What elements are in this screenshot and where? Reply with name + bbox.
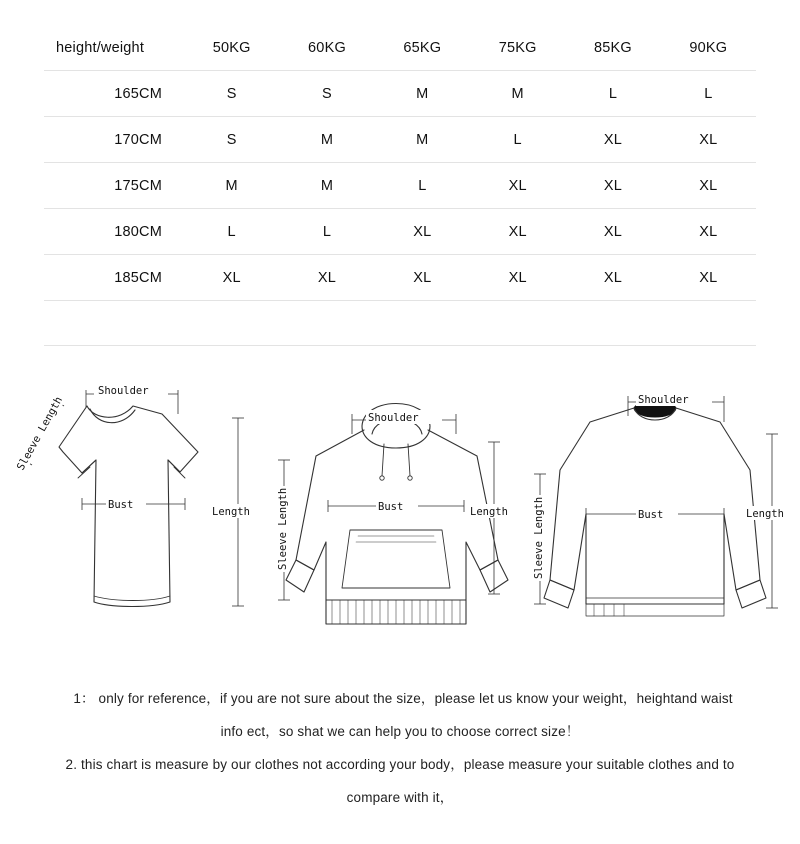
note-line-3: 2. this chart is measure by our clothes not according your body，please measure your suitable clothes and to	[65, 757, 735, 772]
cell-180-65: XL	[375, 209, 470, 255]
cell-180-90: XL	[661, 209, 756, 255]
size-chart-section	[0, 0, 800, 346]
cell-175-90: XL	[661, 163, 756, 209]
hoodie-drawing	[268, 364, 526, 664]
column-header-85kg: 85KG	[565, 26, 660, 71]
row-header-175cm: 175CM	[44, 163, 184, 209]
table-bottom-spacer	[44, 301, 756, 346]
cell-185-75: XL	[470, 255, 565, 301]
note-line-4: compare with it，	[346, 790, 454, 805]
cell-175-65: L	[375, 163, 470, 209]
label-shoulder: Shoulder	[638, 394, 689, 406]
cell-180-50: L	[184, 209, 279, 255]
diagram-tshirt	[2, 364, 264, 669]
label-shoulder: Shoulder	[368, 412, 419, 424]
row-header-170cm: 170CM	[44, 117, 184, 163]
cell-170-85: XL	[565, 117, 660, 163]
cell-185-90: XL	[661, 255, 756, 301]
size-chart-body	[44, 71, 756, 301]
table-row	[44, 163, 756, 209]
cell-165-50: S	[184, 71, 279, 117]
column-header-75kg: 75KG	[470, 26, 565, 71]
table-row	[44, 71, 756, 117]
measurement-diagrams	[0, 364, 800, 664]
label-sleeve-length: Sleeve Length	[277, 487, 289, 570]
cell-180-60: L	[279, 209, 374, 255]
label-sleeve-length: Sleeve Length	[14, 394, 66, 473]
table-row	[44, 117, 756, 163]
column-header-height-weight: height/weight	[44, 26, 184, 71]
cell-165-60: S	[279, 71, 374, 117]
column-header-50kg: 50KG	[184, 26, 279, 71]
long-sleeve-drawing	[524, 364, 796, 664]
cell-165-75: M	[470, 71, 565, 117]
cell-180-85: XL	[565, 209, 660, 255]
cell-175-85: XL	[565, 163, 660, 209]
label-length: Length	[746, 508, 784, 520]
label-length: Length	[212, 506, 250, 518]
row-header-185cm: 185CM	[44, 255, 184, 301]
column-header-65kg: 65KG	[375, 26, 470, 71]
label-length: Length	[470, 506, 508, 518]
cell-170-50: S	[184, 117, 279, 163]
cell-165-65: M	[375, 71, 470, 117]
cell-185-85: XL	[565, 255, 660, 301]
label-bust: Bust	[108, 499, 134, 511]
label-bust: Bust	[638, 509, 664, 521]
cell-165-90: L	[661, 71, 756, 117]
cell-170-65: M	[375, 117, 470, 163]
table-row	[44, 255, 756, 301]
cell-185-50: XL	[184, 255, 279, 301]
table-header-row	[44, 26, 756, 71]
diagram-hoodie	[268, 364, 526, 669]
notes-section	[0, 682, 800, 814]
size-chart-header	[44, 26, 756, 71]
note-line-2: info ect，so shat we can help you to choose correct size！	[220, 724, 580, 739]
cell-170-90: XL	[661, 117, 756, 163]
column-header-90kg: 90KG	[661, 26, 756, 71]
cell-185-60: XL	[279, 255, 374, 301]
cell-170-75: L	[470, 117, 565, 163]
cell-170-60: M	[279, 117, 374, 163]
note-line-1: 1： only for reference，if you are not sure about the size，please let us know your weight，heightand waist	[73, 691, 733, 706]
table-row	[44, 209, 756, 255]
cell-175-50: M	[184, 163, 279, 209]
label-bust: Bust	[378, 501, 404, 513]
label-shoulder: Shoulder	[98, 385, 149, 397]
row-header-165cm: 165CM	[44, 71, 184, 117]
cell-180-75: XL	[470, 209, 565, 255]
cell-165-85: L	[565, 71, 660, 117]
cell-185-65: XL	[375, 255, 470, 301]
cell-175-60: M	[279, 163, 374, 209]
cell-175-75: XL	[470, 163, 565, 209]
column-header-60kg: 60KG	[279, 26, 374, 71]
diagram-long-sleeve	[524, 364, 796, 669]
label-sleeve-length: Sleeve Length	[533, 496, 545, 579]
tshirt-drawing	[2, 364, 264, 664]
size-chart-table	[44, 26, 756, 301]
row-header-180cm: 180CM	[44, 209, 184, 255]
